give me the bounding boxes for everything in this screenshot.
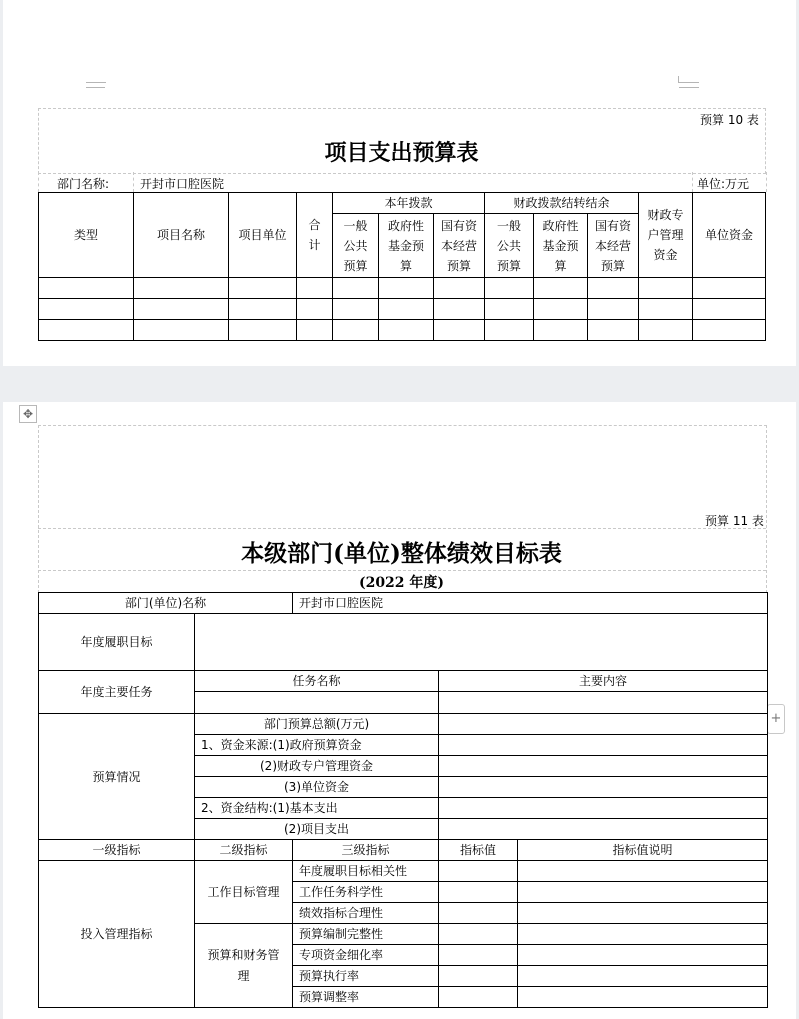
- level3-indicator: 预算调整率: [293, 987, 439, 1008]
- dept-name-label: 部门(单位)名称: [39, 593, 293, 614]
- table-row: [39, 320, 766, 341]
- table10-dept-sep2: [692, 172, 693, 192]
- col-unit-fund: 单位资金: [693, 193, 766, 278]
- level1-indicator: 投入管理指标: [39, 861, 195, 1008]
- budget-row: (2)财政专户管理资金: [195, 756, 439, 777]
- col-type: 类型: [39, 193, 134, 278]
- ind-header-1: 一级指标: [39, 840, 195, 861]
- col-group-carryover: 财政拨款结转结余: [485, 193, 639, 214]
- performance-table-11: [38, 592, 768, 1008]
- annual-duty-value: [195, 614, 768, 671]
- col-special-account: 财政专户管理资金: [639, 193, 693, 278]
- table-row: [39, 278, 766, 299]
- ind-header-3: 三级指标: [293, 840, 439, 861]
- budget-row: 2、资金结构:(1)基本支出: [195, 798, 439, 819]
- col-general-1: 一般公共预算: [333, 214, 379, 278]
- table10-title: 项目支出预算表: [324, 140, 479, 166]
- level3-indicator: 绩效指标合理性: [293, 903, 439, 924]
- level3-indicator: 预算编制完整性: [293, 924, 439, 945]
- level3-indicator: 专项资金细化率: [293, 945, 439, 966]
- table10-dept-value: 开封市口腔医院: [140, 177, 225, 191]
- col-general-2: 一般公共预算: [485, 214, 534, 278]
- table-move-handle-icon[interactable]: ✥: [19, 405, 37, 423]
- annual-duty-label: 年度履职目标: [39, 614, 195, 671]
- budget-row: 1、资金来源:(1)政府预算资金: [195, 735, 439, 756]
- col-govfund-2: 政府性基金预算: [534, 214, 588, 278]
- col-govfund-1: 政府性基金预算: [379, 214, 434, 278]
- ind-header-5: 指标值说明: [518, 840, 768, 861]
- col-project-name: 项目名称: [134, 193, 229, 278]
- table10-dept-label: 部门名称:: [57, 177, 110, 191]
- budget-row: (2)项目支出: [195, 819, 439, 840]
- budget-row: (3)单位资金: [195, 777, 439, 798]
- ind-header-2: 二级指标: [195, 840, 293, 861]
- crop-mark-left-v: [86, 82, 105, 88]
- table-row: [39, 299, 766, 320]
- add-column-button[interactable]: +: [767, 704, 785, 734]
- col-state-1: 国有资本经营预算: [434, 214, 485, 278]
- table10-label: 预算 10 表: [700, 113, 759, 127]
- col-project-unit: 项目单位: [229, 193, 297, 278]
- ind-header-4: 指标值: [439, 840, 518, 861]
- budget-table-10: [38, 192, 766, 341]
- table11-year: (2022 年度): [358, 575, 445, 591]
- task-name-header: 任务名称: [195, 671, 439, 692]
- level3-indicator: 预算执行率: [293, 966, 439, 987]
- table10-dept-rowline: [38, 172, 767, 192]
- col-total: 合计: [297, 193, 333, 278]
- col-group-current-year: 本年拨款: [333, 193, 485, 214]
- table11-frame-line2: [38, 570, 766, 571]
- col-state-2: 国有资本经营预算: [588, 214, 639, 278]
- main-content-header: 主要内容: [439, 671, 768, 692]
- table10-dept-sep1: [133, 172, 134, 192]
- level2-indicator: 预算和财务管理: [195, 924, 293, 1008]
- table11-frame-line1: [38, 528, 766, 529]
- budget-row: 部门预算总额(万元): [195, 714, 439, 735]
- table11-title: 本级部门(单位)整体绩效目标表: [241, 540, 562, 567]
- budget-label: 预算情况: [39, 714, 195, 840]
- level3-indicator: 年度履职目标相关性: [293, 861, 439, 882]
- dept-name-value: 开封市口腔医院: [293, 593, 768, 614]
- table10-unit: 单位:万元: [697, 177, 750, 191]
- table11-label: 预算 11 表: [705, 514, 764, 528]
- crop-mark-right-v: [679, 82, 699, 88]
- level2-indicator: 工作目标管理: [195, 861, 293, 924]
- level3-indicator: 工作任务科学性: [293, 882, 439, 903]
- main-tasks-label: 年度主要任务: [39, 671, 195, 714]
